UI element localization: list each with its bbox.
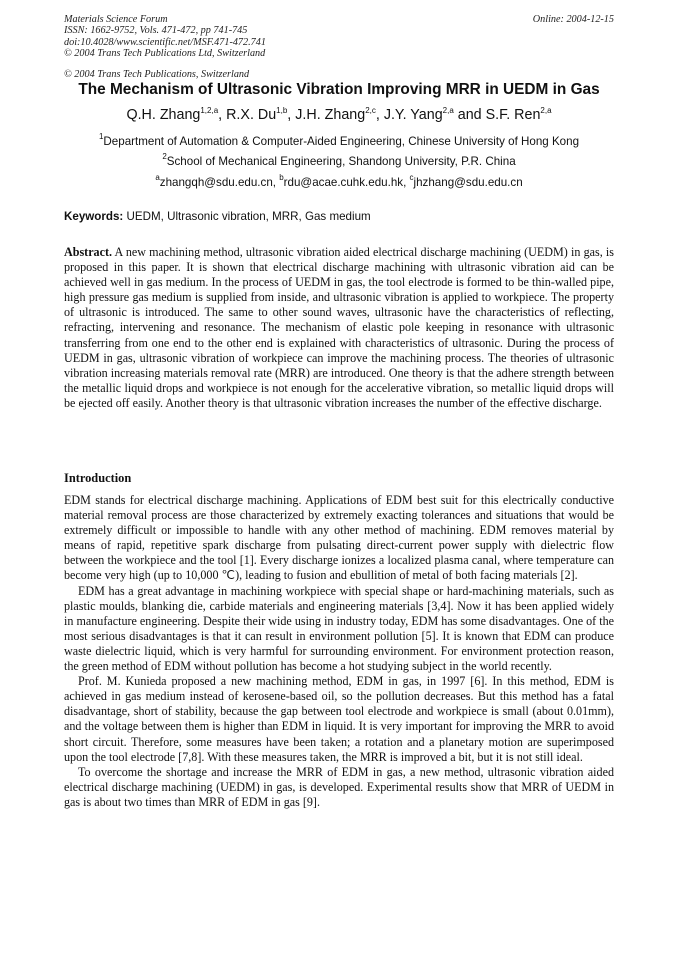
introduction-body <box>64 493 614 810</box>
abstract <box>64 245 614 411</box>
email-address: jhzhang@sdu.edu.cn <box>413 176 523 189</box>
author-name: S.F. Ren <box>485 107 541 123</box>
online-date: Online: 2004-12-15 <box>532 14 614 25</box>
affiliation-text: School of Mechanical Engineering, Shandong University, P.R. China <box>166 155 516 168</box>
email-sup: a <box>155 173 160 182</box>
author-name: J.H. Zhang <box>295 107 366 123</box>
author-affil-sup: 2,c <box>365 106 376 115</box>
author-name: Q.H. Zhang <box>126 107 201 123</box>
keywords-label: Keywords: <box>64 210 124 223</box>
affiliation-text: Department of Automation & Computer-Aided Engineering, Chinese University of Hong Kong <box>103 135 580 148</box>
author-sep: and <box>453 107 486 123</box>
author-affil-sup: 1,2,a <box>200 106 219 115</box>
author-affil-sup: 2,a <box>442 106 454 115</box>
paragraph: Prof. M. Kunieda proposed a new machining method, EDM in gas, in 1997 [6]. In this method, EDM is achieved in gas medium instead of kerosene-based oil, so the pollution decreases. But this method has a fatal disadvantage, short of stability, because the gap between tool electrode and workpiece is small (about 0.01mm), and the voltage between them is higher than EDM in liquid. It is very important for improving the MRR to avoid short circuit. Therefore, some measures have been taken; a rotation and a planetary motion are superimposed upon the tool electrode [7,8]. With these measures taken, the MRR is improved a bit, but it is not still ideal. <box>64 674 614 764</box>
email-line <box>0 173 678 189</box>
author-sep: , <box>218 107 227 123</box>
abstract-label: Abstract. <box>64 245 113 259</box>
author-affil-sup: 2,a <box>540 106 552 115</box>
journal-name: Materials Science Forum <box>64 14 168 25</box>
email-sup: c <box>409 173 414 182</box>
email-address: rdu@acae.cuhk.edu.hk, <box>283 176 410 189</box>
affiliation-2 <box>0 152 678 168</box>
author-affil-sup: 1,b <box>276 106 288 115</box>
keywords-text: UEDM, Ultrasonic vibration, MRR, Gas medium <box>123 210 371 223</box>
email-sup: b <box>279 173 284 182</box>
issn-line: ISSN: 1662-9752, Vols. 471-472, pp 741-745 <box>64 25 248 37</box>
paper-title: The Mechanism of Ultrasonic Vibration Improving MRR in UEDM in Gas <box>78 81 600 98</box>
author-name: R.X. Du <box>226 107 277 123</box>
copyright-line-secondary: © 2004 Trans Tech Publications, Switzerland <box>64 69 250 80</box>
paragraph: EDM stands for electrical discharge machining. Applications of EDM best suit for this electrically conductive material removal process are those characterized by extremely exacting tolerances and situations that would be extremely difficult or impossible to handle with any other method of machining. EDM removes material by means of rapid, repetitive spark discharge from pulsating direct-current power supply with dielectric flow between the workpiece and the tool [1]. Every discharge ionizes a localized plasma canal, where temperature can become very high (up to 10,000 ℃), leading to fusion and ebullition of metal of both facing materials [2]. <box>64 493 614 583</box>
author-sep: , <box>287 107 296 123</box>
doi-line: doi:10.4028/www.scientific.net/MSF.471-472.741 <box>64 36 266 48</box>
affiliation-sup: 1 <box>98 132 104 141</box>
affiliation-sup: 2 <box>162 152 167 161</box>
email-address: zhangqh@sdu.edu.cn, <box>159 176 280 189</box>
paragraph: EDM has a great advantage in machining workpiece with special shape or hard-machining materials, such as plastic moulds, blanking die, carbide materials and engineering materials [3,4]. Now it has been applied widely in manufacture engineering. Despite their wide using in industry today, EDM has some disadvantages. One of the most serious disadvantages is that it can result in environment pollution [5]. It is known that EDM can produce waste dielectric liquid, which is very harmful for surrounding environment. For environment protection reason, the green method of EDM without pollution has become a hot studying subject in the world recently. <box>64 583 614 674</box>
author-sep: , <box>375 107 384 123</box>
keywords <box>64 210 371 223</box>
affiliation-1 <box>0 132 678 148</box>
paragraph: To overcome the shortage and increase the MRR of EDM in gas, a new method, ultrasonic vibration aided electrical discharge machining (UEDM) in gas, is developed. Experimental results show that MRR of UEDM in gas is about two times than MRR of EDM in gas [9]. <box>64 764 614 809</box>
journal-header <box>64 14 266 60</box>
author-list <box>0 107 678 123</box>
author-name: J.Y. Yang <box>383 107 443 123</box>
abstract-text: A new machining method, ultrasonic vibration aided electrical discharge machining (UEDM) in gas, is proposed in this paper. It is shown that electrical discharge machining with ultrasonic vibration aid can be achieved well in gas medium. In the process of UEDM in gas, the tool electrode is formed to be thin-walled pipe, high pressure gas medium is supplied from inside, and ultrasonic vibration is applied to workpiece. The property of ultrasonic is introduced. The same to other sound waves, ultrasonic have the characteristics of reflecting, refracting, intervening and resonance. The mechanism of elastic pole keeping in resonance with ultrasonic transferring from one end to the other end is explained with characteristics of ultrasonic. During the process of UEDM in gas, ultrasonic vibration of workpiece can improve the machining process. The theories of ultrasonic vibration increasing materials removal rate (MRR) are introduced. One theory is that the adhere strength between the metallic liquid drops and workpiece is not enough for the accelerative vibration, so metallic liquid drops will be ejected off easily. Another theory is that ultrasonic vibration increases the number of the effective discharge. <box>64 245 614 410</box>
section-heading-introduction: Introduction <box>64 471 132 485</box>
copyright-line: © 2004 Trans Tech Publications Ltd, Switzerland <box>64 48 266 60</box>
